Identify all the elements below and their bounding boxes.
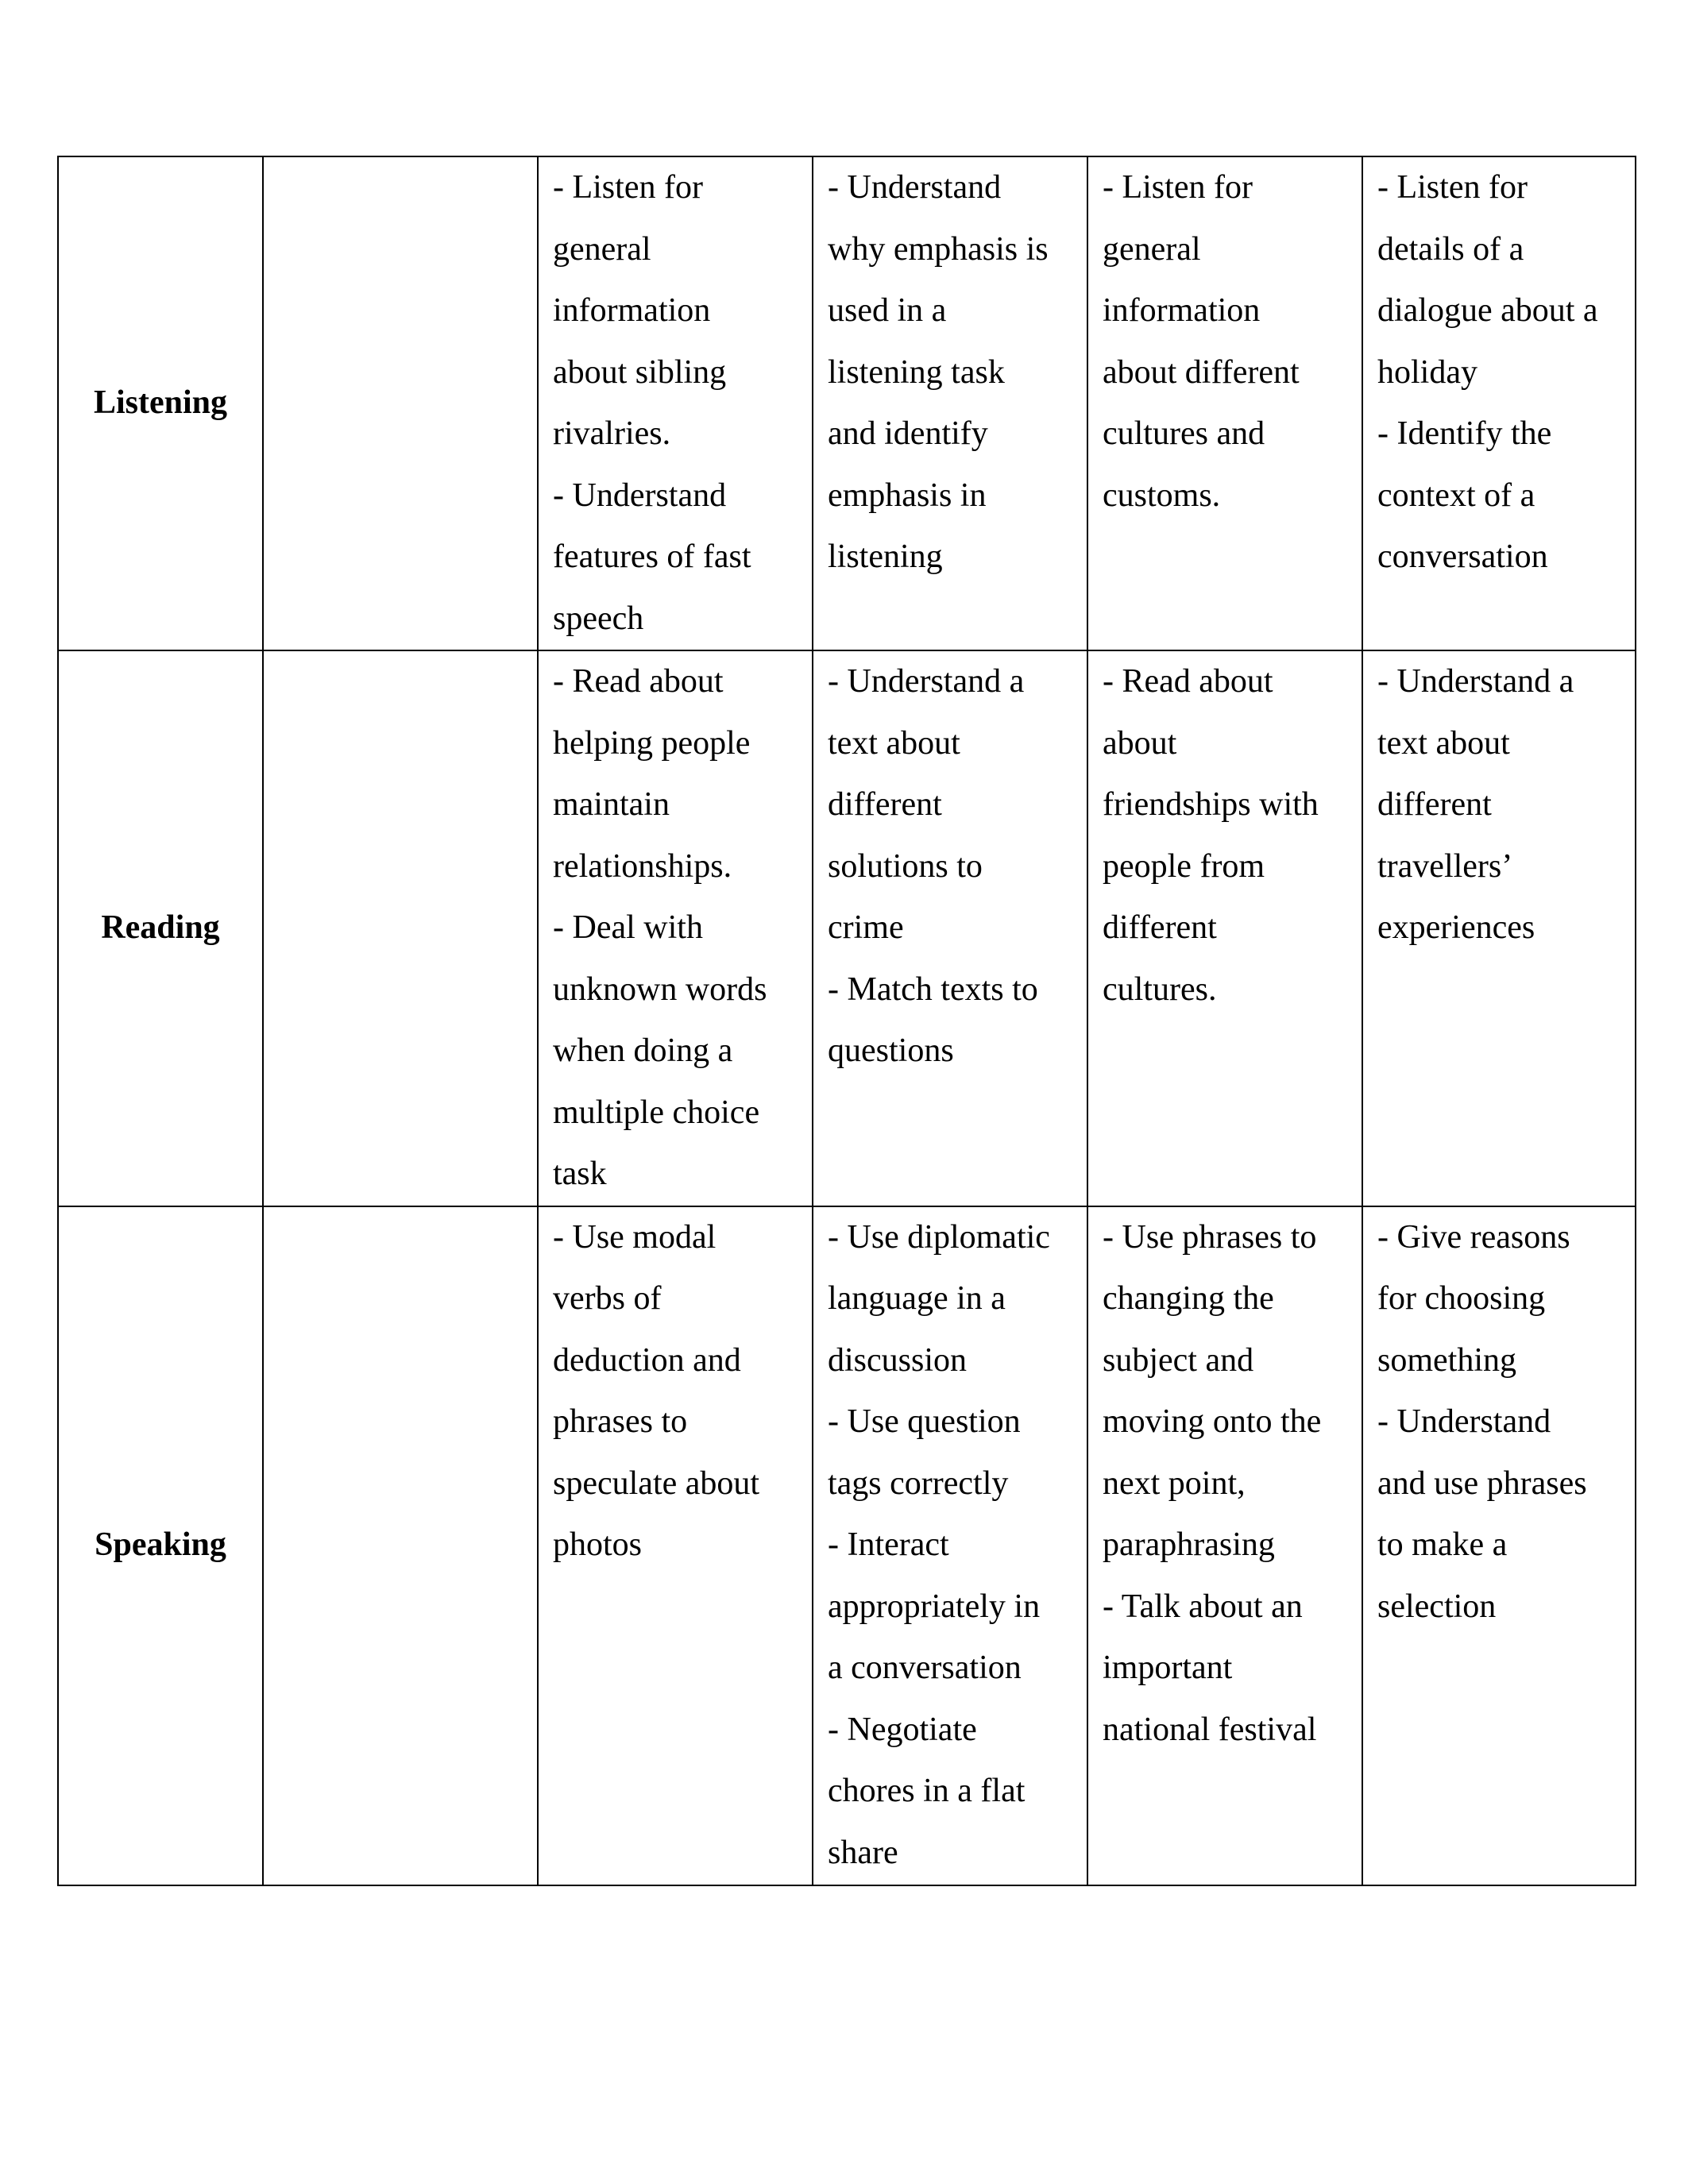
objective-line: questions [828,1032,954,1069]
objective-line: - Match texts to [828,970,1038,1008]
objective-line: text about [1377,724,1510,762]
objective-line: helping people [553,724,751,762]
objective-line: paraphrasing [1103,1526,1275,1563]
objective-line: moving onto the [1103,1403,1322,1440]
objective-line: used in a [828,292,947,329]
objective-line: general [1103,230,1201,268]
objective-line: - Understand [553,477,727,514]
objective-line: - Give reasons [1377,1218,1570,1256]
objective-line: changing the [1103,1280,1274,1317]
skills-table [57,156,1636,1886]
objective-cell [813,650,1087,1206]
objective-line: general [553,230,651,268]
table-row-listening [58,156,1636,650]
skill-label: Listening [58,156,263,650]
objective-line: photos [553,1526,643,1563]
objective-line: listening [828,538,943,575]
objective-line: about different [1103,353,1300,391]
objective-line: - Use modal [553,1218,717,1256]
objective-line: important [1103,1650,1233,1686]
objective-line: friendships with [1103,786,1319,823]
objective-line: - Understand a [1377,663,1574,700]
objective-line: people from [1103,847,1265,885]
skill-label: Speaking [58,1206,263,1885]
objective-line: speculate about [553,1464,760,1502]
objective-line: different [828,786,942,823]
empty-cell [263,1206,538,1885]
objective-line: emphasis in [828,477,987,514]
objective-line: - Use diplomatic [828,1218,1050,1256]
objective-line: cultures. [1103,970,1217,1008]
table-body [58,156,1636,1885]
objective-line: to make a [1377,1526,1508,1563]
objective-cell [813,156,1087,650]
table-row-reading [58,650,1636,1206]
objective-line: - Listen for [553,169,703,206]
objective-line: customs. [1103,477,1221,514]
objective-line: holiday [1377,353,1477,391]
objective-line: chores in a flat [828,1773,1026,1809]
objective-line: listening task [828,353,1005,391]
empty-cell [263,156,538,650]
objective-line: different [1377,786,1492,823]
objective-line: - Listen for [1377,169,1528,206]
skill-label: Reading [58,650,263,1206]
objective-line: rivalries. [553,415,671,452]
objective-line: verbs of [553,1280,662,1317]
objective-line: - Negotiate [828,1711,977,1748]
objective-line: share [828,1834,898,1871]
objective-line: - Understand [1377,1403,1551,1440]
objective-line: crime [828,909,904,946]
objective-line: deduction and [553,1341,741,1379]
objective-line: experiences [1377,909,1535,946]
objective-line: - Listen for [1103,169,1253,206]
objective-line: discussion [828,1341,968,1379]
objective-line: - Use question [828,1403,1021,1440]
objective-cell [1362,1206,1636,1885]
objective-line: conversation [1377,538,1548,575]
objective-line: why emphasis is [828,230,1049,268]
objective-line: travellers’ [1377,847,1513,885]
objective-cell [813,1206,1087,1885]
objective-line: national festival [1103,1711,1317,1748]
table-row-speaking [58,1206,1636,1885]
objective-line: different [1103,909,1217,946]
objective-line: information [553,292,711,329]
objective-line: subject and [1103,1341,1254,1379]
objective-line: - Read about [1103,663,1273,700]
objective-line: cultures and [1103,415,1265,452]
objective-line: information [1103,292,1261,329]
objective-line: relationships. [553,847,732,885]
objective-line: - Understand a [828,663,1025,700]
objective-line: appropriately in [828,1588,1041,1625]
objective-line: - Understand [828,169,1002,206]
objective-cell [1087,156,1362,650]
objective-line: - Use phrases to [1103,1218,1317,1256]
objective-line: about [1103,724,1177,762]
objective-line: multiple choice [553,1094,760,1131]
objective-line: a conversation [828,1650,1022,1686]
objective-cell [538,156,813,650]
objective-cell [1362,650,1636,1206]
objective-line: and identify [828,415,988,452]
objective-line: phrases to [553,1403,688,1440]
objective-line: language in a [828,1280,1006,1317]
objective-line: context of a [1377,477,1535,514]
objective-line: dialogue about a [1377,292,1598,329]
objective-line: tags correctly [828,1464,1009,1502]
objective-line: - Read about [553,663,724,700]
objective-line: for choosing [1377,1280,1546,1317]
objective-line: - Interact [828,1526,949,1563]
objective-line: speech [553,600,644,637]
objective-line: selection [1377,1588,1497,1625]
objective-cell [1087,1206,1362,1885]
objective-line: text about [828,724,960,762]
objective-line: when doing a [553,1032,733,1069]
objective-line: task [553,1156,607,1192]
objective-line: - Talk about an [1103,1588,1303,1625]
objective-line: features of fast [553,538,751,575]
empty-cell [263,650,538,1206]
objective-line: - Deal with [553,909,703,946]
objective-line: unknown words [553,970,767,1008]
objective-line: about sibling [553,353,727,391]
objective-line: solutions to [828,847,983,885]
objective-line: something [1377,1341,1516,1379]
objective-cell [1362,156,1636,650]
objective-cell [1087,650,1362,1206]
objective-cell [538,650,813,1206]
objective-line: - Identify the [1377,415,1552,452]
objective-line: next point, [1103,1464,1246,1502]
objective-line: details of a [1377,230,1524,268]
objective-cell [538,1206,813,1885]
objective-line: maintain [553,786,670,823]
objective-line: and use phrases [1377,1464,1587,1502]
